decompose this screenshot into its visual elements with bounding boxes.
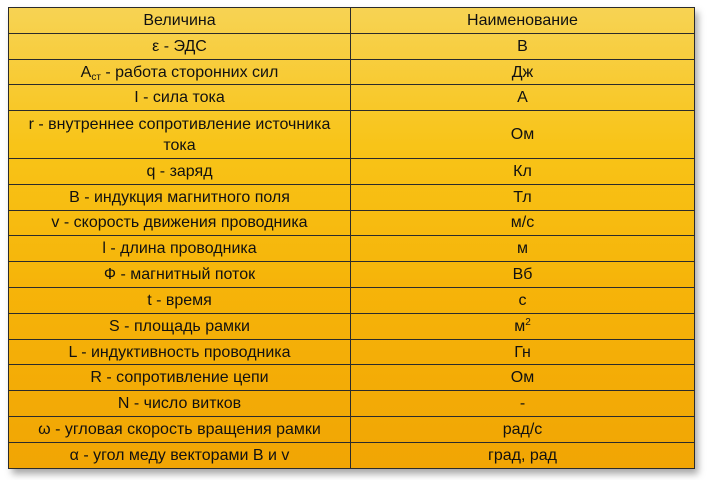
unit-exponent: 2 <box>525 316 531 328</box>
table-row <box>9 339 695 365</box>
unit-cell: Тл <box>351 184 695 210</box>
table-row <box>9 288 695 314</box>
quantity-cell: q - заряд <box>9 158 351 184</box>
table-row <box>9 33 695 59</box>
table-row <box>9 262 695 288</box>
table-row <box>9 391 695 417</box>
unit-cell: Ом <box>351 365 695 391</box>
unit-cell: Ом <box>351 111 695 159</box>
unit-cell: м <box>351 236 695 262</box>
quantity-cell: R - сопротивление цепи <box>9 365 351 391</box>
table-row <box>9 184 695 210</box>
quantities-table <box>8 7 695 469</box>
quantity-cell: v - скорость движения проводника <box>9 210 351 236</box>
table-row <box>9 111 695 159</box>
quantity-cell: ω - угловая скорость вращения рамки <box>9 417 351 443</box>
quantity-cell: S - площадь рамки <box>9 313 351 339</box>
unit-cell <box>351 313 695 339</box>
unit-cell: Дж <box>351 59 695 85</box>
quantity-cell: I - сила тока <box>9 85 351 111</box>
table-header-row <box>9 8 695 34</box>
quantity-subscript: ст <box>91 71 101 83</box>
quantity-cell: r - внутреннее сопротивление источника тока <box>9 111 351 159</box>
header-quantity: Величина <box>9 8 351 34</box>
unit-cell: рад/с <box>351 417 695 443</box>
table-row <box>9 59 695 85</box>
table-row <box>9 85 695 111</box>
quantity-description: - работа сторонних сил <box>100 63 279 81</box>
header-unit: Наименование <box>351 8 695 34</box>
unit-cell: град, рад <box>351 442 695 468</box>
unit-cell: с <box>351 288 695 314</box>
table-row <box>9 417 695 443</box>
quantity-cell: L - индуктивность проводника <box>9 339 351 365</box>
table-card <box>8 7 694 469</box>
quantity-cell: α - угол меду векторами B и v <box>9 442 351 468</box>
quantity-cell: Ф - магнитный поток <box>9 262 351 288</box>
unit-cell: Кл <box>351 158 695 184</box>
quantity-cell: N - число витков <box>9 391 351 417</box>
quantity-cell <box>9 59 351 85</box>
unit-base: м <box>514 317 526 335</box>
table-row <box>9 236 695 262</box>
unit-cell: м/с <box>351 210 695 236</box>
table-row <box>9 365 695 391</box>
table-row <box>9 313 695 339</box>
unit-cell: В <box>351 33 695 59</box>
table-row <box>9 210 695 236</box>
table-row <box>9 442 695 468</box>
unit-cell: Гн <box>351 339 695 365</box>
quantity-cell: B - индукция магнитного поля <box>9 184 351 210</box>
quantity-symbol: A <box>80 63 92 81</box>
quantity-cell: l - длина проводника <box>9 236 351 262</box>
unit-cell: - <box>351 391 695 417</box>
quantity-cell: ε - ЭДС <box>9 33 351 59</box>
unit-cell: Вб <box>351 262 695 288</box>
unit-cell: А <box>351 85 695 111</box>
table-row <box>9 158 695 184</box>
quantity-cell: t - время <box>9 288 351 314</box>
